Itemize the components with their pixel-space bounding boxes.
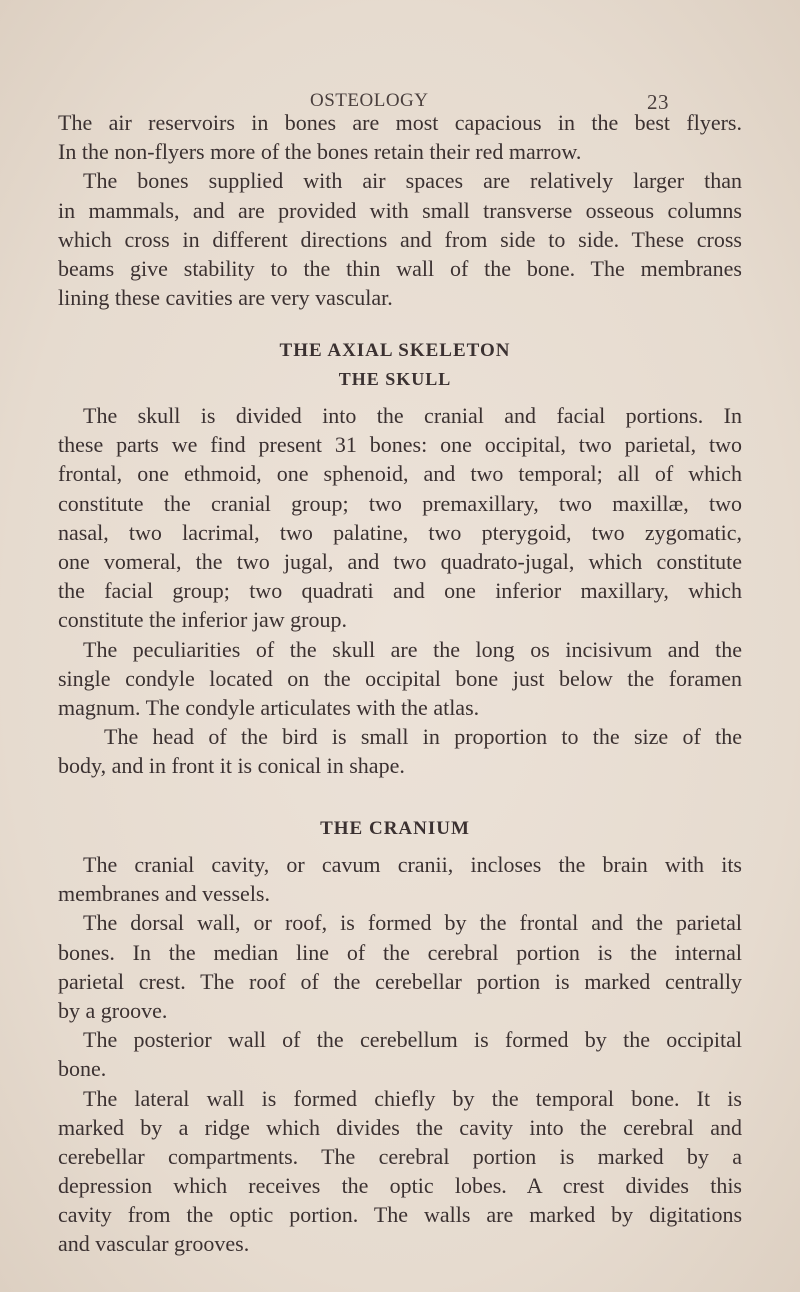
text-line: by a groove.: [58, 997, 168, 1023]
text-line: The lateral wall is formed chiefly by the temporal bone. It is: [83, 1085, 742, 1111]
text-line: membranes and vessels.: [58, 881, 270, 907]
heading-skull: THE SKULL: [338, 369, 452, 389]
text-line: these parts we find present 31 bones: one occipital, two parietal, two: [58, 432, 742, 458]
heading-cranium: THE CRANIUM: [320, 818, 470, 839]
text-line: The head of the bird is small in proportion to the size of the: [104, 724, 742, 750]
text-line: The skull is divided into the cranial and facial portions. In: [83, 403, 742, 428]
heading-axial-skeleton: THE AXIAL SKELETON: [279, 340, 511, 361]
page-number: 23: [647, 90, 669, 114]
text-line: single condyle located on the occipital bone just below the foramen: [58, 665, 742, 691]
text-line: constitute the inferior jaw group.: [58, 607, 347, 633]
paragraph: [58, 401, 742, 635]
text-line: lining these cavities are very vascular.: [58, 285, 393, 311]
text-line: bone.: [58, 1056, 107, 1082]
text-line: constitute the cranial group; two premaxillary, two maxillæ, two: [58, 490, 742, 516]
text-line: The posterior wall of the cerebellum is formed by the occipital: [83, 1027, 742, 1053]
paragraph: [58, 108, 742, 166]
paragraph: [58, 1025, 742, 1083]
text-line: and vascular grooves.: [58, 1231, 250, 1257]
text-line: In the non-flyers more of the bones retain their red marrow.: [58, 139, 582, 165]
text-line: The peculiarities of the skull are the long os incisivum and the: [83, 636, 742, 662]
text-line: body, and in front it is conical in shape.: [58, 753, 405, 779]
running-header-title: OSTEOLOGY: [310, 90, 429, 111]
text-line: The bones supplied with air spaces are relatively larger than: [83, 168, 742, 194]
text-line: The air reservoirs in bones are most capacious in the best flyers.: [58, 110, 742, 135]
intro-section: [58, 108, 742, 312]
text-line: one vomeral, the two jugal, and two quadrato-jugal, which constitute: [58, 548, 742, 574]
text-line: the facial group; two quadrati and one inferior maxillary, which: [58, 578, 742, 604]
paragraph: [58, 1084, 742, 1259]
text-line: nasal, two lacrimal, two palatine, two pterygoid, two zygomatic,: [58, 519, 742, 545]
text-line: frontal, one ethmoid, one sphenoid, and two temporal; all of which: [58, 461, 742, 487]
text-line: bones. In the median line of the cerebral portion is the internal: [58, 939, 742, 965]
cranium-section: [58, 850, 742, 1259]
text-line: which cross in different directions and from side to side. These cross: [58, 226, 742, 252]
text-line: The dorsal wall, or roof, is formed by the frontal and the parietal: [83, 910, 742, 936]
text-line: cerebellar compartments. The cerebral portion is marked by a: [58, 1143, 742, 1169]
text-line: beams give stability to the thin wall of the bone. The membranes: [58, 255, 742, 281]
text-line: The cranial cavity, or cavum cranii, incloses the brain with its: [83, 852, 742, 877]
paragraph: [58, 635, 742, 723]
paragraph: [58, 166, 742, 312]
skull-section: [58, 401, 742, 780]
text-line: magnum. The condyle articulates with the atlas.: [58, 694, 480, 720]
paragraph: [58, 850, 742, 908]
text-line: depression which receives the optic lobes. A crest divides this: [58, 1173, 742, 1199]
paragraph: [58, 722, 742, 780]
text-line: parietal crest. The roof of the cerebellar portion is marked centrally: [58, 968, 742, 994]
paragraph: [58, 908, 742, 1025]
text-line: cavity from the optic portion. The walls are marked by digitations: [58, 1202, 742, 1228]
text-line: marked by a ridge which divides the cavity into the cerebral and: [58, 1114, 742, 1140]
text-line: in mammals, and are provided with small transverse osseous columns: [58, 197, 742, 223]
